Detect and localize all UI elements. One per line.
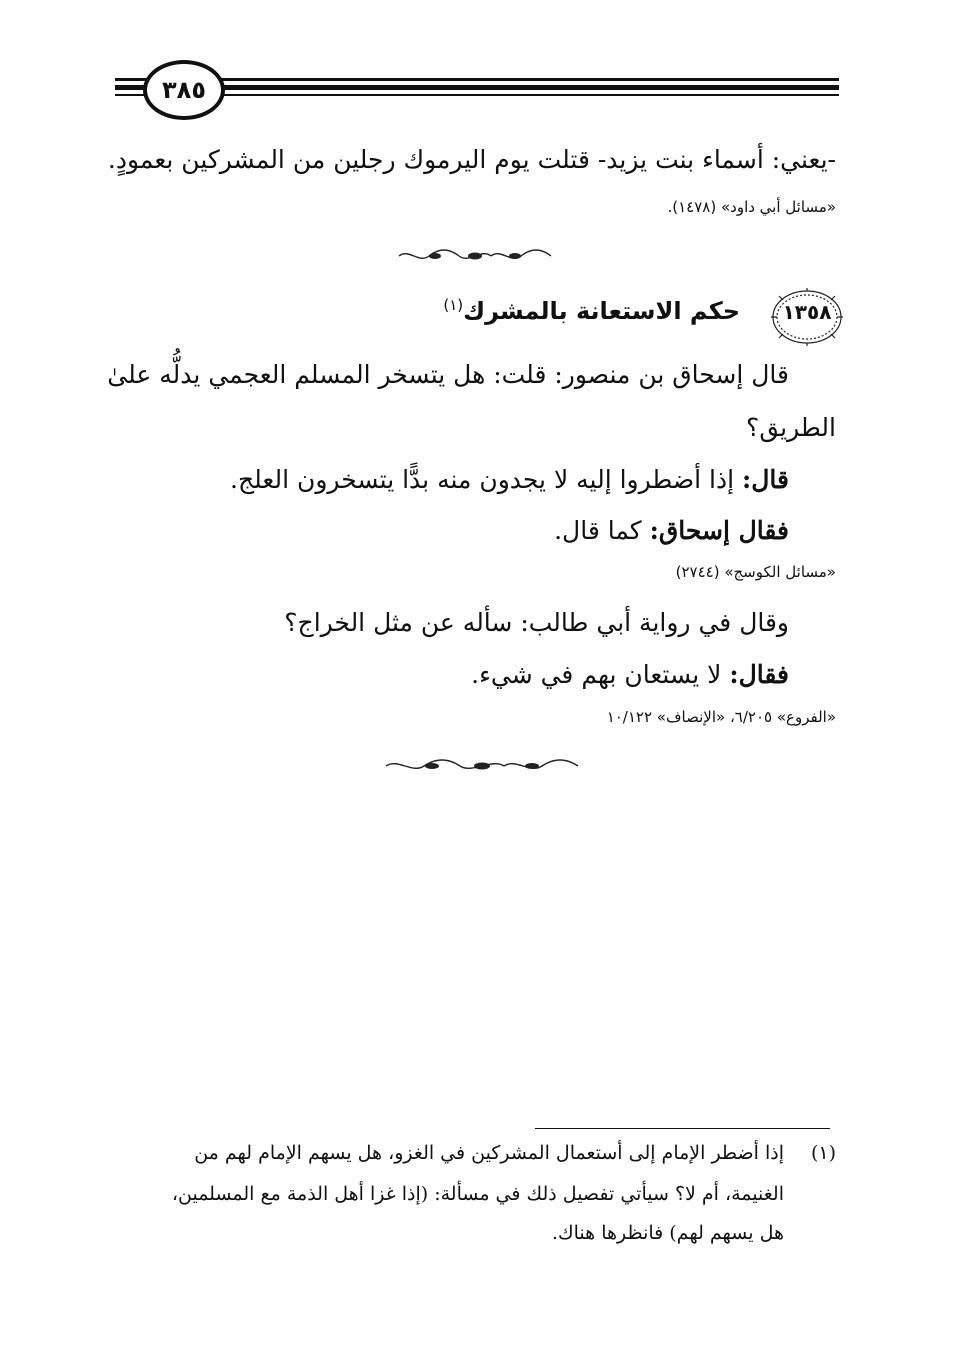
source-citation: «مسائل أبي داود» (١٤٧٨). [667, 198, 836, 216]
footnote-ref: (١) [443, 296, 464, 314]
footnote-line: هل يسهم لهم) فانظرها هناك. [551, 1222, 784, 1244]
text-line: فقال: لا يستعان بهم في شيء. [471, 660, 789, 689]
ornament-divider-icon [395, 248, 555, 264]
source-citation: «الفروع» ٦/٢٠٥، «الإنصاف» ١٠/١٢٢ [606, 708, 836, 726]
page-number-oval [143, 60, 225, 120]
text-line: -يعني: أسماء بنت يزيد- قتلت يوم اليرموك رجلين من المشركين بعمودٍ. [107, 145, 836, 174]
text-line: قال: إذا أضطروا إليه لا يجدون منه بدًّا يتسخرون العلج. [230, 465, 789, 494]
section-title: حكم الاستعانة بالمشرك$^{(١)}$ [443, 296, 740, 325]
text-line: وقال في رواية أبي طالب: سأله عن مثل الخراج؟ [284, 608, 789, 637]
text-line: فقال إسحاق: كما قال. [554, 516, 789, 545]
ornament-divider-icon [382, 758, 582, 774]
footnote-marker: (١) [810, 1142, 836, 1164]
text-line: قال إسحاق بن منصور: قلت: هل يتسخر المسلم العجمي يدلُّه علىٰ [107, 360, 789, 389]
footnote-line: إذا أضطر الإمام إلى أستعمال المشركين في الغزو، هل يسهم الإمام لهم من [194, 1142, 784, 1164]
section-heading [300, 288, 845, 348]
text-line: الطريق؟ [746, 413, 836, 442]
section-number: ١٣٥٨ [782, 300, 832, 324]
source-citation: «مسائل الكوسج» (٢٧٤٤) [675, 563, 836, 581]
page-number: ٣٨٥ [162, 76, 206, 104]
footnote-line: الغنيمة، أم لا؟ سيأتي تفصيل ذلك في مسألة: (إذا غزا أهل الذمة مع المسلمين، [171, 1183, 784, 1205]
footnote-separator [535, 1128, 830, 1129]
